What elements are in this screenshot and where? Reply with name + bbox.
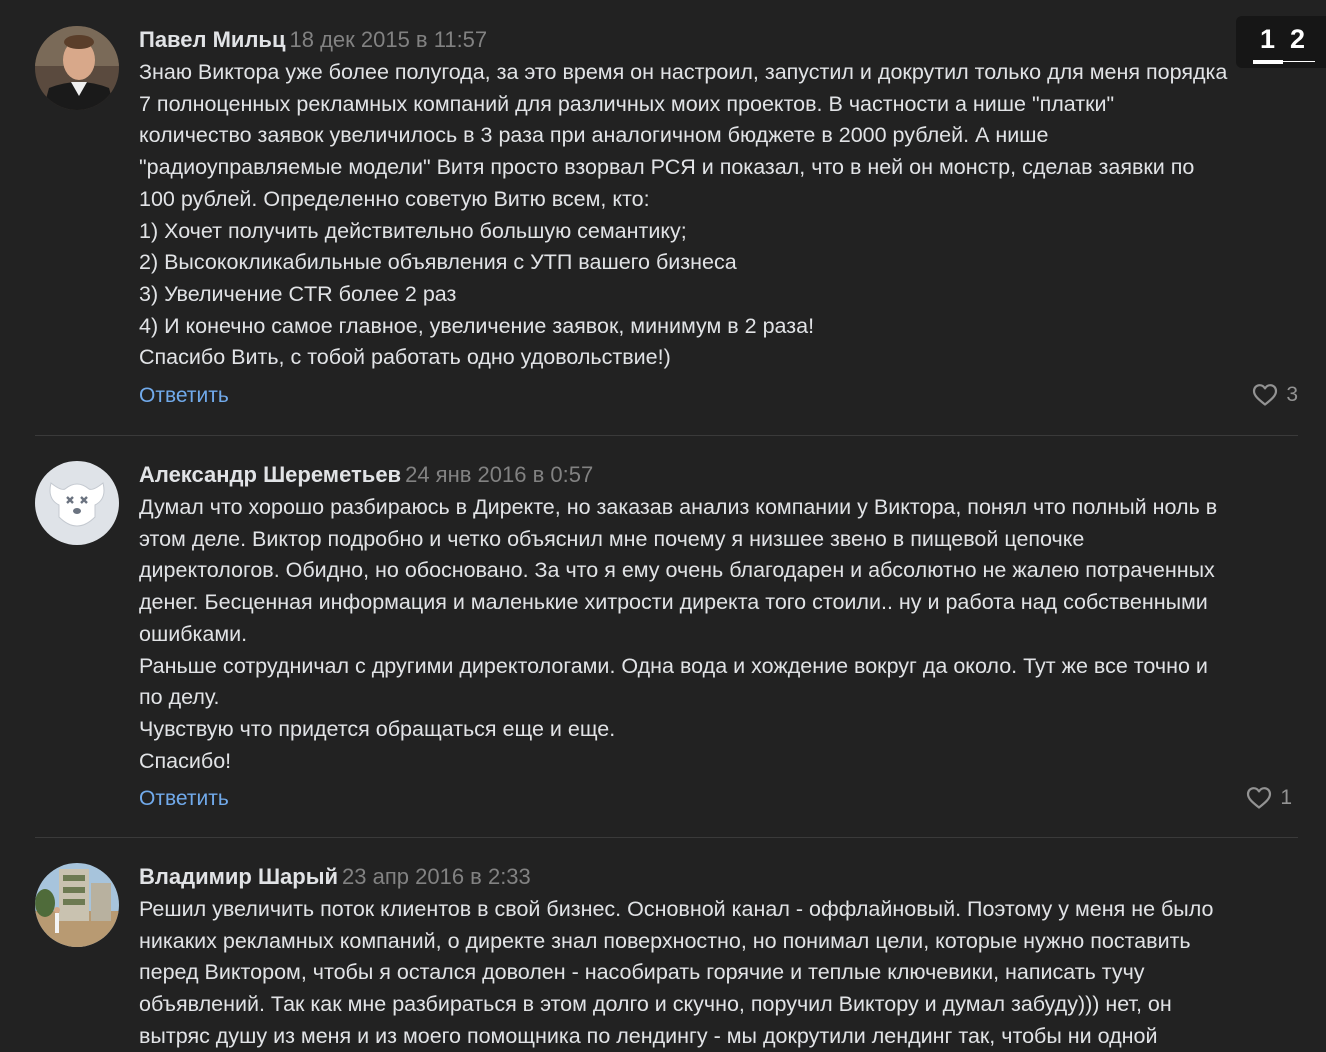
comment-text-line: Раньше сотрудничал с другими директологами. Одна вода и хождение вокруг да около. Тут же все точно и (139, 653, 1208, 678)
comment-text-line: вытряс душу из меня и из моего помощника по лендингу - мы докрутили лендинг так, чтобы ни одной (139, 1023, 1158, 1048)
comment-text-line: 4) И конечно самое главное, увеличение заявок, минимум в 2 раза! (139, 313, 815, 338)
heart-icon (1252, 383, 1278, 407)
comment-text-line: 7 полноценных рекламных компаний для различных моих проектов. В частности а нише "платки" (139, 91, 1115, 116)
comment-text (139, 894, 1298, 1052)
page-2-link[interactable]: 2 (1290, 24, 1306, 54)
comment-body (139, 26, 1298, 374)
comment-body (139, 461, 1298, 777)
comment-body (139, 863, 1298, 1052)
comment-text-line: этом деле. Виктор подробно и четко объяснил мне почему я низшее звено в пищевой цепочке (139, 526, 1085, 551)
comment-text-line: "радиоуправляемые модели" Витя просто взорвал РСЯ и показал, что в ней он монстр, сделав заявки по (139, 155, 1195, 180)
comment-date[interactable]: 18 дек 2015 в 11:57 (289, 27, 488, 52)
avatar-vladimir[interactable] (35, 863, 119, 947)
like-count: 3 (1286, 383, 1298, 406)
comment-text-line: 3) Увеличение CTR более 2 раз (139, 281, 457, 306)
comment-text-line: Спасибо! (139, 748, 232, 773)
avatar-alexander[interactable] (35, 461, 119, 545)
comment-text-line: количество заявок увеличилось в 3 раза при аналогичном бюджете в 2000 рублей. А нише (139, 123, 1049, 148)
comment-date[interactable]: 24 янв 2016 в 0:57 (405, 462, 594, 487)
active-page-indicator (1253, 60, 1283, 64)
comment-text (139, 492, 1298, 777)
comment-text-line: никаких рекламных компаний, о директе знал поверхностно, но понимал цели, которые нужно поставить (139, 928, 1191, 953)
comment-text (139, 57, 1298, 374)
comment-text-line: директологов. Обидно, но обосновано. За что я ему очень благодарен и абсолютно не жалею потраченных (139, 558, 1215, 583)
comment-text-line: 100 рублей. Определенно советую Витю всем, кто: (139, 186, 650, 211)
like-count: 1 (1280, 786, 1292, 809)
reply-button[interactable]: Ответить (139, 787, 229, 810)
comment-author[interactable]: Владимир Шарый (139, 864, 339, 889)
comment-text-line: денег. Бесценная информация и маленькие хитрости директа того стоили.. ну и работа над собственными (139, 590, 1208, 615)
avatar-pavel[interactable] (35, 26, 119, 110)
reply-button[interactable]: Ответить (139, 384, 229, 407)
comment-text-line: ошибками. (139, 621, 248, 646)
comment-text-line: Решил увеличить поток клиентов в свой бизнес. Основной канал - оффлайновый. Поэтому у меня не было (139, 897, 1214, 921)
heart-icon (1246, 786, 1272, 810)
comment-text-line: Знаю Виктора уже более полугода, за это время он настроил, запустил и докрутил только для меня порядка (139, 60, 1228, 84)
comment-text-line: объявлений. Так как мне разбираться в этом долго и скучно, поручил Виктору и думал забуду))) нет, он (139, 992, 1172, 1017)
comment-text-line: Спасибо Вить, с тобой работать одно удовольствие!) (139, 345, 671, 370)
page-underline (1283, 61, 1315, 62)
pagination (1236, 16, 1326, 68)
comment-divider (35, 435, 1298, 436)
comment-author[interactable]: Александр Шереметьев (139, 462, 402, 487)
comment-date[interactable]: 23 апр 2016 в 2:33 (342, 864, 531, 889)
comment-text-line: 2) Высококликабильные объявления с УТП вашего бизнеса (139, 250, 737, 275)
comment-text-line: Чувствую что придется обращаться еще и еще. (139, 716, 616, 741)
like-button[interactable] (1252, 383, 1298, 407)
comment-author[interactable]: Павел Мильц (139, 27, 286, 52)
comment-text-line: 1) Хочет получить действительно большую семантику; (139, 218, 687, 243)
comment-text-line: Думал что хорошо разбираюсь в Директе, но заказав анализ компании у Виктора, понял что полный ноль в (139, 495, 1218, 519)
page-1-link[interactable]: 1 (1260, 24, 1276, 54)
like-button[interactable] (1246, 786, 1292, 810)
comment-text-line: по делу. (139, 685, 220, 710)
comment-divider (35, 837, 1298, 838)
comment-text-line: перед Виктором, чтобы я остался доволен - насобирать горячие и теплые ключевики, написать тучу (139, 960, 1145, 985)
